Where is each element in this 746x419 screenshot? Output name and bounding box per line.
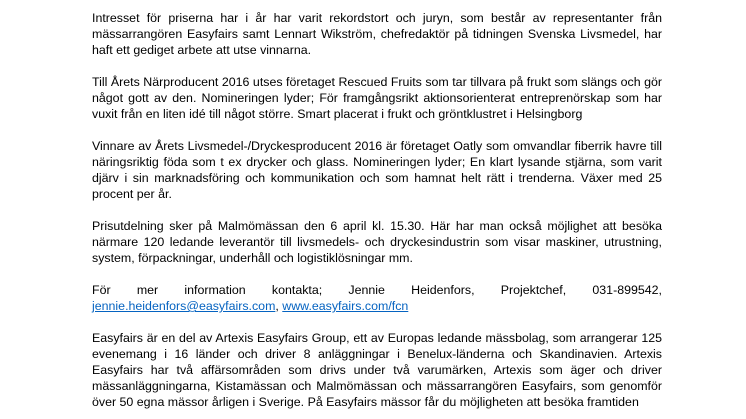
contact-links-separator: , <box>275 299 283 313</box>
paragraph-prisutdelning: Prisutdelning sker på Malmömässan den 6 april kl. 15.30. Här har man också möjlighet att besöka närmare 120 ledande leverantör till livsmedels- och dryckesindustrin som visar maskiner, utrustning, system, förpackningar, underhåll och logistiklösningar mm. <box>92 219 662 265</box>
paragraph-easyfairs-boilerplate: Easyfairs är en del av Artexis Easyfairs Group, ett av Europas ledande mässbolag, som arrangerar 125 evenemang i 16 länder och driver 8 anläggningar i Benelux-länderna och Skandinavien. Artexis Easyfairs har två affärsområden som drivs under två varumärken, Artexis som äger och driver mässanläggningarna, Kistamässan och Malmömässan och mässarrangören Easyfairs, som genomför över 50 egna mässor årligen i Sverige. På Easyfairs mässor får du möjligheten att besöka framtiden <box>92 331 662 409</box>
contact-intro-text: För mer information kontakta; Jennie Heidenfors, Projektchef, 031-899542, <box>92 283 662 297</box>
paragraph-contact-info <box>92 282 662 314</box>
paragraph-jury-interest: Intresset för priserna har i år har varit rekordstort och juryn, som består av representanter från mässarrangören Easyfairs samt Lennart Wikström, chefredaktör på tidningen Svenska Livsmedel, har haft ett gediget arbete att utse vinnarna. <box>92 11 662 57</box>
paragraph-arets-narproducent: Till Årets Närproducent 2016 utses företaget Rescued Fruits som tar tillvara på frukt som slängs och gör något gott av den. Nomineringen lyder; För framgångsrikt aktionsorienterat entreprenörskap som har vuxit från en liten idé till något större. Smart placerat i frukt och gröntklustret i Helsingborg <box>92 75 662 121</box>
contact-website-link[interactable]: www.easyfairs.com/fcn <box>282 299 409 313</box>
contact-email-link[interactable]: jennie.heidenfors@easyfairs.com <box>92 299 276 313</box>
paragraph-arets-livsmedelsproducent: Vinnare av Årets Livsmedel-/Dryckesproducent 2016 är företaget Oatly som omvandlar fiberrik havre till näringsriktig föda som t ex drycker och glass. Nomineringen lyder; En klart lysande stjärna, som varit djärv i sin marknadsföring och kommunikation och som hamnat helt rätt i trenderna. Växer med 25 procent per år. <box>92 139 662 201</box>
